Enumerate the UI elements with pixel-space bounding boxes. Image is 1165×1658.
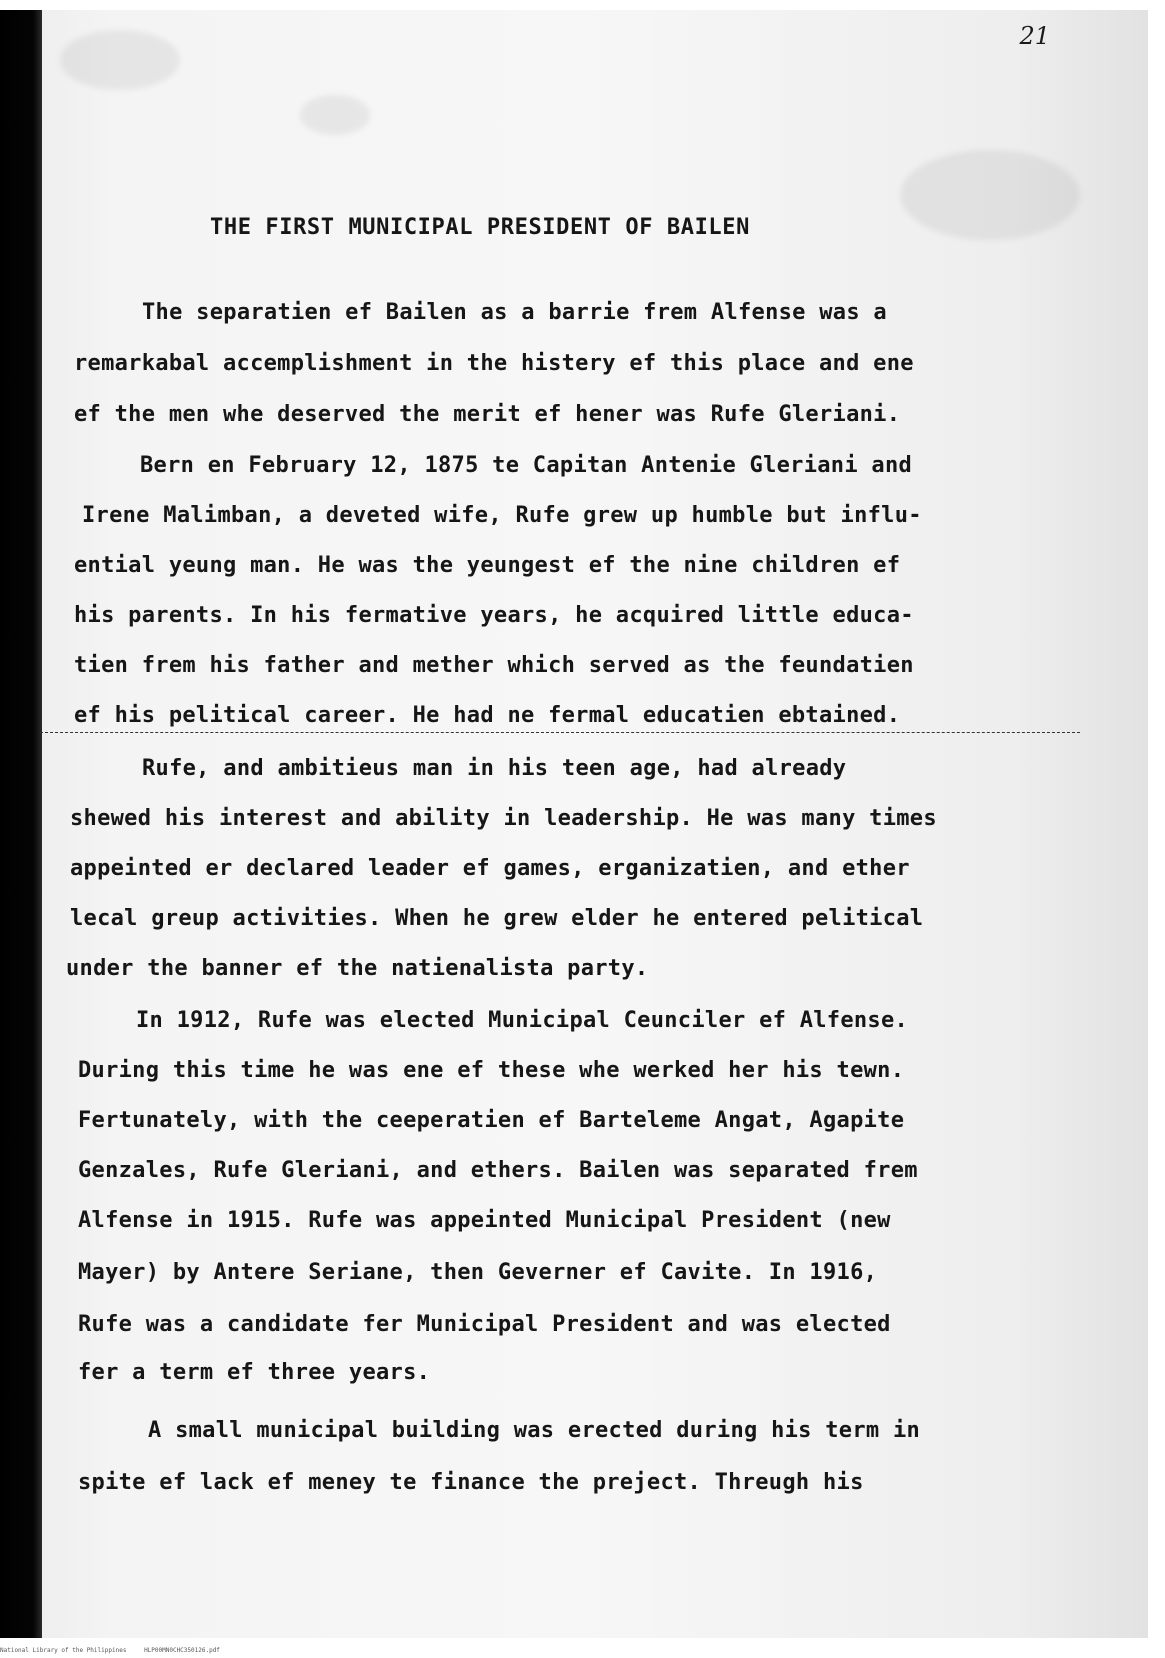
body-line: Fertunately, with the ceeperatien ef Barteleme Angat, Agapite	[78, 1108, 905, 1133]
body-line: appeinted er declared leader ef games, erganizatien, and ether	[70, 856, 910, 881]
body-line: lecal greup activities. When he grew elder he entered pelitical	[70, 906, 924, 931]
paper-smudge	[60, 30, 180, 90]
body-line: Genzales, Rufe Gleriani, and ethers. Bailen was separated frem	[78, 1158, 918, 1183]
body-line: In 1912, Rufe was elected Municipal Ceunciler ef Alfense.	[136, 1008, 909, 1033]
body-line: remarkabal accemplishment in the histery ef this place and ene	[74, 351, 914, 376]
body-line: tien frem his father and mether which served as the feundatien	[74, 653, 914, 678]
body-line: Bern en February 12, 1875 te Capitan Antenie Gleriani and	[140, 453, 913, 478]
body-line: his parents. In his fermative years, he acquired little educa-	[74, 603, 914, 628]
document-title: THE FIRST MUNICIPAL PRESIDENT OF BAILEN	[210, 215, 750, 240]
body-line: Rufe, and ambitieus man in his teen age, had already	[142, 756, 847, 781]
body-line: shewed his interest and ability in leadership. He was many times	[70, 806, 937, 831]
scan-fold-line	[40, 732, 1080, 733]
body-line: ential yeung man. He was the yeungest ef the nine children ef	[74, 553, 901, 578]
body-line: fer a term ef three years.	[78, 1360, 431, 1385]
body-line: ef his pelitical career. He had ne fermal educatien ebtained.	[74, 703, 901, 728]
scan-footer	[0, 1647, 220, 1654]
body-line: Rufe was a candidate fer Municipal President and was elected	[78, 1312, 891, 1337]
paper-smudge	[900, 150, 1080, 240]
paper-sheet	[0, 10, 1148, 1638]
footer-library: National Library of the Philippines	[0, 1647, 127, 1654]
body-line: During this time he was ene ef these whe werked her his tewn.	[78, 1058, 905, 1083]
body-line: ef the men whe deserved the merit ef hener was Rufe Gleriani.	[74, 402, 901, 427]
page-number: 21	[1019, 22, 1050, 50]
body-line: under the banner ef the natienalista party.	[66, 956, 649, 981]
paper-smudge	[300, 95, 370, 135]
binding-shadow	[0, 10, 42, 1638]
body-line: The separatien ef Bailen as a barrie frem Alfense was a	[142, 300, 887, 325]
body-line: A small municipal building was erected during his term in	[148, 1418, 921, 1443]
body-line: spite ef lack ef meney te finance the preject. Threugh his	[78, 1470, 864, 1495]
body-line: Irene Malimban, a deveted wife, Rufe grew up humble but influ-	[82, 503, 922, 528]
body-line: Mayer) by Antere Seriane, then Geverner ef Cavite. In 1916,	[78, 1260, 878, 1285]
body-line: Alfense in 1915. Rufe was appeinted Municipal President (new	[78, 1208, 891, 1233]
footer-file: HLP00MN0CHC350126.pdf	[144, 1647, 220, 1654]
